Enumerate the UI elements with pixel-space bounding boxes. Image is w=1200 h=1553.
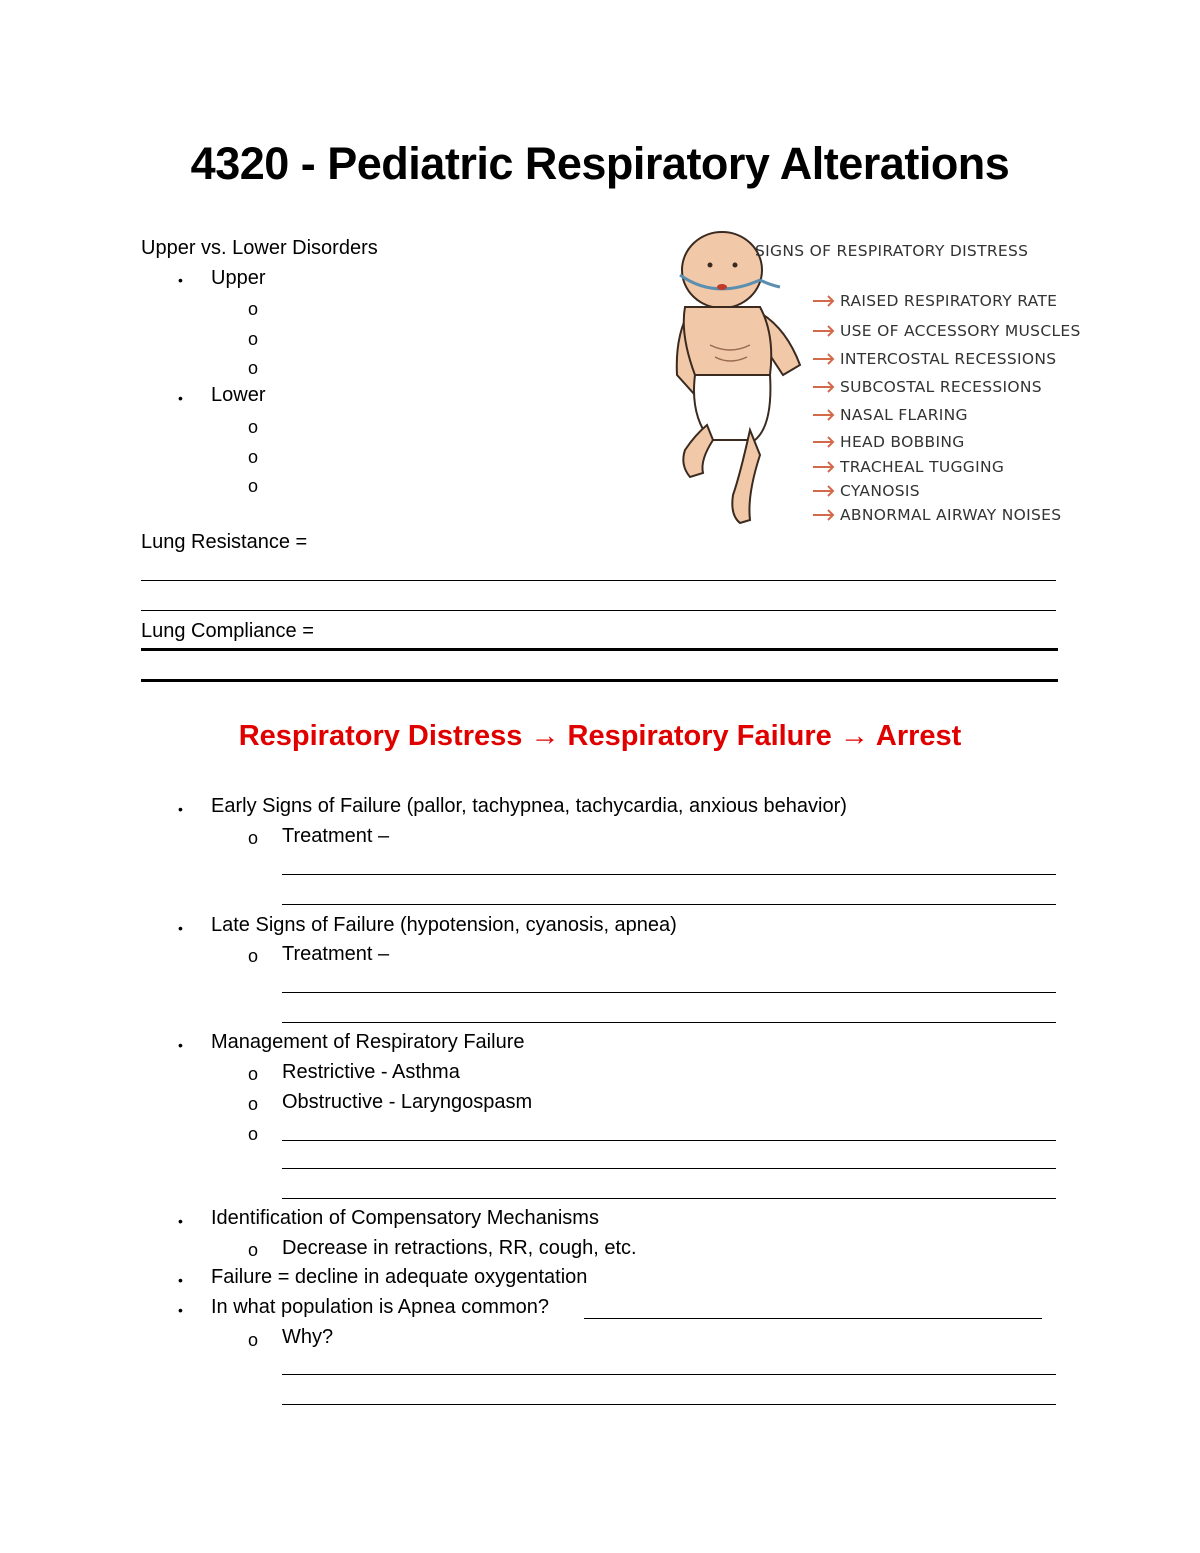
bullet-icon: • bbox=[178, 1037, 183, 1053]
sign-text: TRACHEAL TUGGING bbox=[840, 458, 1005, 476]
answer-line bbox=[282, 904, 1056, 905]
upper-label: Upper bbox=[211, 267, 266, 289]
treatment-label: Treatment – bbox=[282, 943, 390, 965]
sign-text: CYANOSIS bbox=[840, 482, 920, 500]
sub-bullet-icon: o bbox=[248, 358, 259, 378]
lung-resistance-label: Lung Resistance = bbox=[141, 531, 308, 553]
heading-part-arrest: Arrest bbox=[875, 720, 962, 752]
sign-text: INTERCOSTAL RECESSIONS bbox=[840, 350, 1057, 368]
sub-bullet-icon: o bbox=[248, 1330, 259, 1350]
early-signs-item: Early Signs of Failure (pallor, tachypnea, tachycardia, anxious behavior) bbox=[211, 795, 847, 817]
answer-line bbox=[282, 1374, 1056, 1375]
heading-part-distress: Respiratory Distress bbox=[238, 720, 523, 752]
sign-text: RAISED RESPIRATORY RATE bbox=[840, 292, 1058, 310]
sub-bullet-icon: o bbox=[248, 417, 259, 437]
lung-compliance-label: Lung Compliance = bbox=[141, 620, 314, 642]
bullet-icon: • bbox=[178, 920, 183, 936]
sub-bullet-icon: o bbox=[248, 476, 259, 496]
bullet-icon: • bbox=[178, 801, 183, 817]
answer-line bbox=[141, 610, 1056, 611]
answer-line bbox=[282, 1404, 1056, 1405]
answer-line bbox=[282, 874, 1056, 875]
sign-text: ABNORMAL AIRWAY NOISES bbox=[840, 506, 1062, 524]
heading-part-failure: Respiratory Failure bbox=[567, 720, 832, 752]
sub-bullet-icon: o bbox=[248, 1124, 259, 1144]
sign-text: HEAD BOBBING bbox=[840, 433, 965, 451]
sub-bullet-icon: o bbox=[248, 1064, 259, 1084]
obstructive-item: Obstructive - Laryngospasm bbox=[282, 1091, 533, 1113]
sub-bullet-icon: o bbox=[248, 299, 259, 319]
identification-item: Identification of Compensatory Mechanisms bbox=[211, 1207, 599, 1229]
treatment-label: Treatment – bbox=[282, 825, 390, 847]
answer-line bbox=[282, 992, 1056, 993]
arrow-right-icon: → bbox=[839, 720, 869, 752]
sub-bullet-icon: o bbox=[248, 329, 259, 349]
answer-line bbox=[141, 648, 1058, 651]
decrease-item: Decrease in retractions, RR, cough, etc. bbox=[282, 1237, 637, 1259]
bullet-icon: • bbox=[178, 1272, 183, 1288]
sign-text: USE OF ACCESSORY MUSCLES bbox=[840, 322, 1081, 340]
bullet-icon: • bbox=[178, 1302, 183, 1318]
management-item: Management of Respiratory Failure bbox=[211, 1031, 525, 1053]
sub-bullet-icon: o bbox=[248, 828, 259, 848]
sign-text: NASAL FLARING bbox=[840, 406, 968, 424]
why-label: Why? bbox=[282, 1326, 334, 1348]
lower-label: Lower bbox=[211, 384, 266, 406]
illustration-heading: SIGNS OF RESPIRATORY DISTRESS bbox=[755, 242, 1029, 260]
answer-line bbox=[282, 1198, 1056, 1199]
sub-bullet-icon: o bbox=[248, 1240, 259, 1260]
sub-bullet-icon: o bbox=[248, 1094, 259, 1114]
baby-drawing-icon bbox=[677, 232, 800, 523]
section-heading bbox=[0, 720, 1200, 753]
arrow-right-icon: → bbox=[530, 720, 560, 752]
late-signs-item: Late Signs of Failure (hypotension, cyanosis, apnea) bbox=[211, 914, 677, 936]
restrictive-item: Restrictive - Asthma bbox=[282, 1061, 460, 1083]
sign-text: SUBCOSTAL RECESSIONS bbox=[840, 378, 1042, 396]
arrow-icon bbox=[813, 296, 833, 520]
sub-bullet-icon: o bbox=[248, 946, 259, 966]
failure-item: Failure = decline in adequate oxygentation bbox=[211, 1266, 588, 1288]
answer-line bbox=[141, 679, 1058, 682]
bullet-icon: • bbox=[178, 390, 183, 406]
answer-line bbox=[282, 1168, 1056, 1169]
page-title: 4320 - Pediatric Respiratory Alterations bbox=[190, 138, 1010, 189]
answer-line bbox=[584, 1318, 1042, 1319]
respiratory-distress-illustration bbox=[655, 225, 1115, 535]
bullet-icon: • bbox=[178, 272, 183, 288]
answer-line bbox=[282, 1022, 1056, 1023]
upper-lower-heading: Upper vs. Lower Disorders bbox=[141, 237, 378, 259]
bullet-icon: • bbox=[178, 1213, 183, 1229]
answer-line bbox=[141, 580, 1056, 581]
apnea-question: In what population is Apnea common? bbox=[211, 1296, 549, 1318]
sub-bullet-icon: o bbox=[248, 447, 259, 467]
answer-line bbox=[282, 1140, 1056, 1141]
